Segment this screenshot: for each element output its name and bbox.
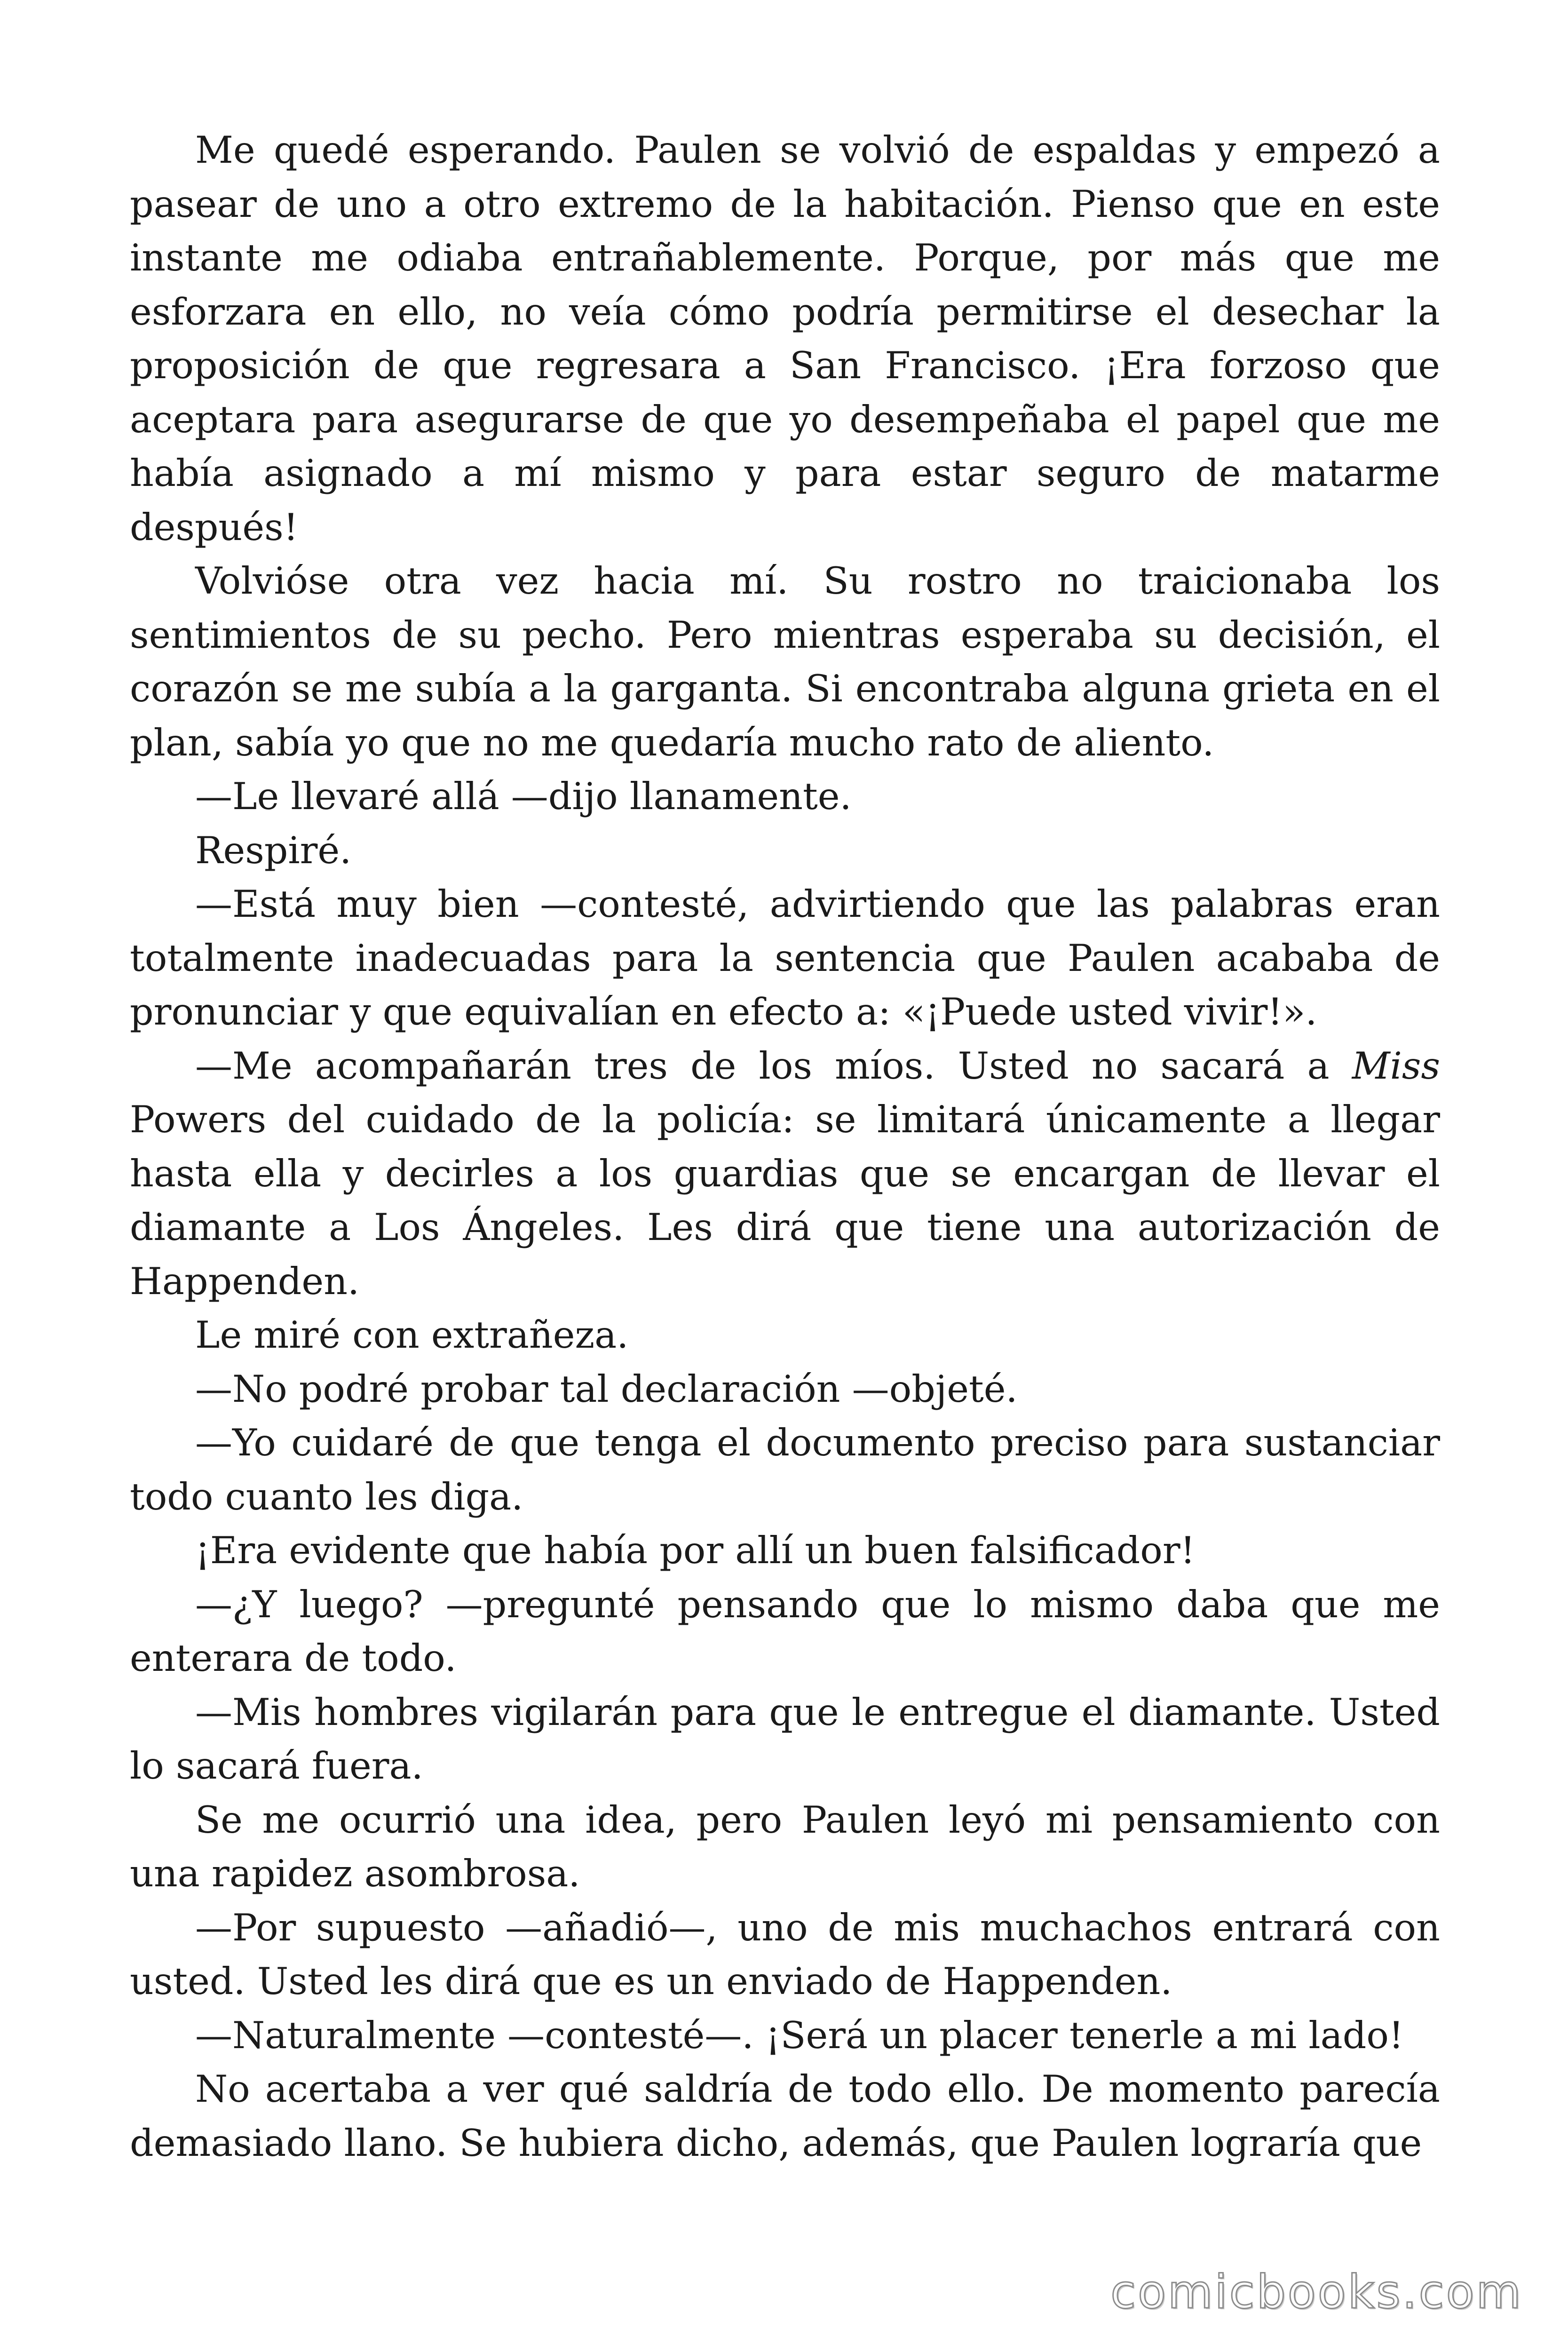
italic-term: Miss [1352,1044,1440,1088]
paragraph: —Le llevaré allá —dijo llanamente. [195,775,852,818]
paragraph-text: —Me acompañarán tres de los míos. Usted no sacará a [195,1044,1352,1088]
paragraph: Me quedé esperando. Paulen se volvió de espaldas y empezó a pasear de uno a otro extremo de la habitación. Pienso que en este instante me odiaba entrañablemente. Porque, por más que me esforzara en ello, no veía cómo podría permitirse el desechar la proposición de que regresara a San Francisco. ¡Era forzoso que aceptara para asegurarse de que yo desempeñaba el papel que me había asignado a mí mismo y para estar seguro de matarme después! [130,128,1440,549]
paragraph: —Yo cuidaré de que tenga el documento preciso para sustanciar todo cuanto les diga. [130,1421,1440,1518]
paragraph: —¿Y luego? —pregunté pensando que lo mismo daba que me enterara de todo. [130,1582,1440,1680]
page-body-text [130,123,1440,2170]
paragraph: Volvióse otra vez hacia mí. Su rostro no traicionaba los sentimientos de su pecho. Pero mientras esperaba su decisión, el corazón se me subía a la garganta. Si encontraba alguna grieta en el plan, sabía yo que no me quedaría mucho rato de aliento. [130,559,1440,764]
paragraph [130,1039,1440,1309]
paragraph: —Está muy bien —contesté, advirtiendo que las palabras eran totalmente inadecuadas para la sentencia que Paulen acababa de pronunciar y que equivalían en efecto a: «¡Puede usted vivir!». [130,882,1440,1033]
paragraph: —Por supuesto —añadió—, uno de mis muchachos entrará con usted. Usted les dirá que es un enviado de Happenden. [130,1906,1440,2003]
paragraph: No acertaba a ver qué saldría de todo ello. De momento parecía demasiado llano. Se hubiera dicho, además, que Paulen lograría que [130,2067,1440,2165]
paragraph: —Mis hombres vigilarán para que le entregue el diamante. Usted lo sacará fuera. [130,1690,1440,1788]
paragraph: —No podré probar tal declaración —objeté. [195,1367,1018,1411]
paragraph-text: Powers del cuidado de la policía: se limitará únicamente a llegar hasta ella y decirles a los guardias que se encargan de llevar el diamante a Los Ángeles. Les dirá que tiene una autorización de Happenden. [130,1098,1440,1303]
watermark: comicbooks.com [1110,2265,1523,2319]
paragraph: Le miré con extrañeza. [195,1313,629,1357]
paragraph: —Naturalmente —contesté—. ¡Será un placer tenerle a mi lado! [195,2013,1404,2057]
paragraph: Se me ocurrió una idea, pero Paulen leyó mi pensamiento con una rapidez asombrosa. [130,1798,1440,1895]
paragraph: Respiré. [195,828,352,872]
paragraph: ¡Era evidente que había por allí un buen falsificador! [195,1529,1196,1572]
